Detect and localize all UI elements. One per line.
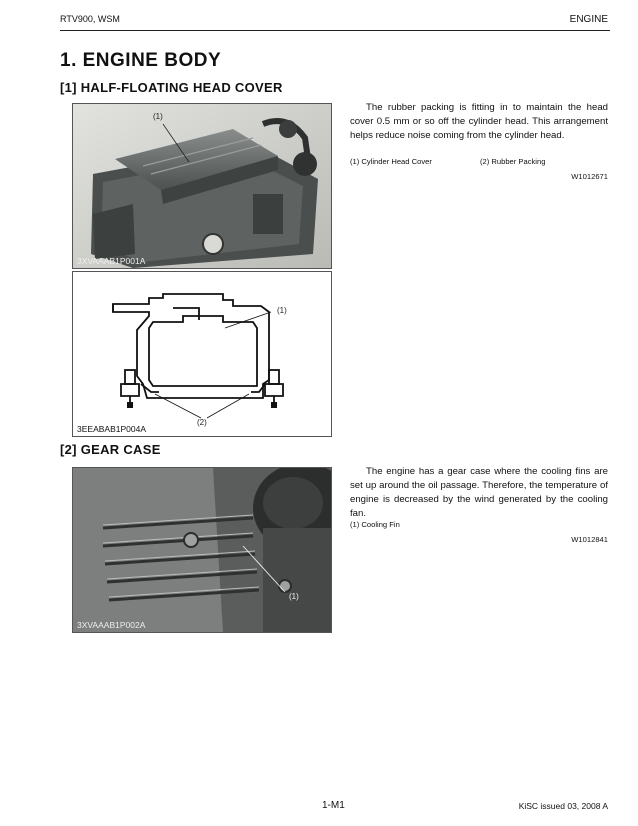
callout-1: (1) xyxy=(153,112,163,121)
issue-note: KiSC issued 03, 2008 A xyxy=(518,801,608,811)
header-chapter: ENGINE xyxy=(569,14,608,25)
figure-gear-case-photo xyxy=(72,467,332,633)
gear-case-description: The engine has a gear case where the cooling fins are set up around the oil passage. Therefore, the temperature of engine is decreased by the wind generated by the cooling fan. xyxy=(350,466,608,519)
legend-item: (1) Cooling Fin xyxy=(350,520,400,529)
legend-item: (1) Cylinder Head Cover xyxy=(350,157,432,166)
figure-engine-photo xyxy=(72,103,332,269)
section-title: 1. ENGINE BODY xyxy=(60,50,222,71)
callout-1: (1) xyxy=(277,306,287,315)
callout-leader xyxy=(73,104,331,268)
header-model: RTV900, WSM xyxy=(60,14,120,24)
page-number: 1-M1 xyxy=(322,800,345,811)
figure-head-cover-diagram xyxy=(72,271,332,437)
figure-code: 3EEABAB1P004A xyxy=(77,424,146,434)
document-code: W1012841 xyxy=(571,535,608,544)
callout-1: (1) xyxy=(289,592,299,601)
gear-case-photo-illustration xyxy=(73,468,331,632)
document-code: W1012671 xyxy=(571,172,608,181)
subsection-title-head-cover: [1] HALF-FLOATING HEAD COVER xyxy=(60,80,283,95)
figure-code: 3XVAAAB1P001A xyxy=(77,256,146,266)
header-rule xyxy=(60,30,610,31)
figure-code: 3XVAAAB1P002A xyxy=(77,620,146,630)
subsection-title-gear-case: [2] GEAR CASE xyxy=(60,442,161,457)
callout-2: (2) xyxy=(197,418,207,427)
head-cover-section-diagram xyxy=(73,272,331,436)
legend-item: (2) Rubber Packing xyxy=(480,157,546,166)
head-cover-description: The rubber packing is fitting in to maintain the head cover 0.5 mm or so off the cylinder head. This arrangement helps reduce noise coming from the cylinder head. xyxy=(350,102,608,141)
